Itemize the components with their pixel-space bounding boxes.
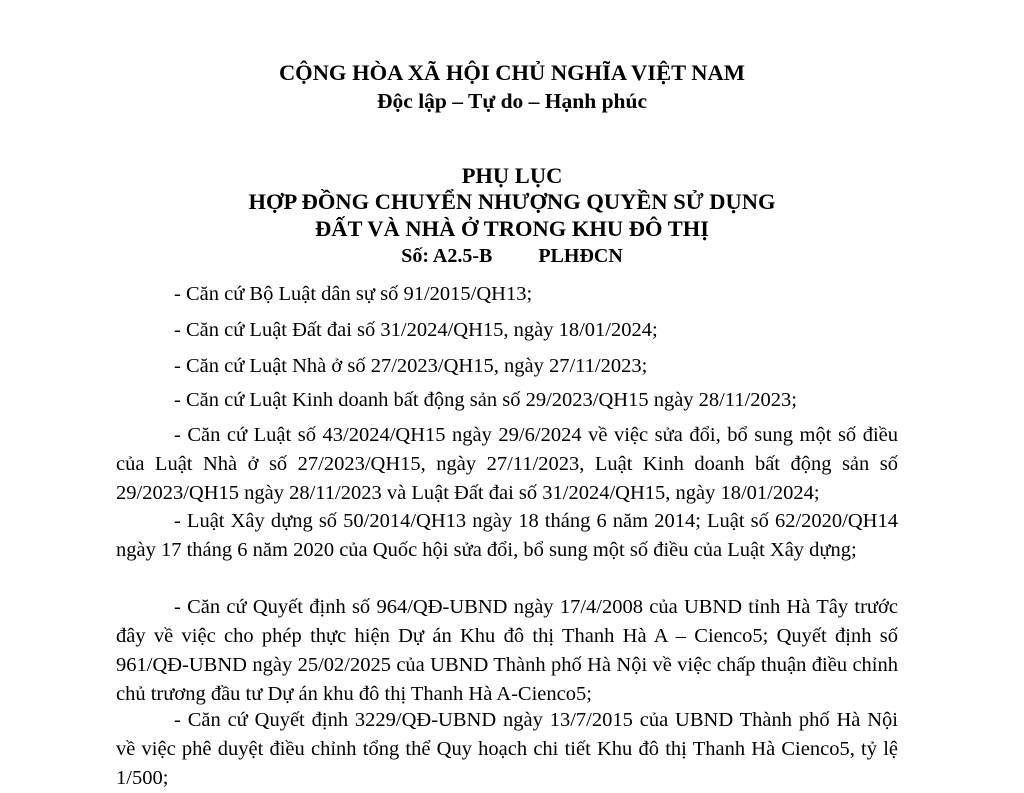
legal-basis-item: - Căn cứ Luật Kinh doanh bất động sản số 29/2023/QH15 ngày 28/11/2023; [174, 389, 797, 411]
legal-basis-item: - Căn cứ Luật Đất đai số 31/2024/QH15, ngày 18/01/2024; [174, 319, 658, 341]
contract-title-line-2: ĐẤT VÀ NHÀ Ở TRONG KHU ĐÔ THỊ [314, 216, 710, 241]
legal-basis-item: - Luật Xây dựng số 50/2014/QH13 ngày 18 tháng 6 năm 2014; Luật số 62/2020/QH14 ngày 17 tháng 6 năm 2020 của Quốc hội sửa đổi, bổ sung một số điều của Luật Xây dựng; [116, 510, 898, 561]
national-title: CỘNG HÒA XÃ HỘI CHỦ NGHĨA VIỆT NAM [278, 60, 746, 85]
legal-basis-item: - Căn cứ Bộ Luật dân sự số 91/2015/QH13; [174, 283, 533, 305]
legal-basis-item: - Căn cứ Quyết định số 964/QĐ-UBND ngày 17/4/2008 của UBND tỉnh Hà Tây trước đây về việc cho phép thực hiện Dự án Khu đô thị Thanh Hà A – Cienco5; Quyết định số 961/QĐ-UBND ngày 25/02/2025 của UBND Thành phố Hà Nội về việc chấp thuận điều chỉnh chủ trương đầu tư Dự án khu đô thị Thanh Hà A-Cienco5; [116, 596, 898, 705]
legal-basis-item: - Căn cứ Luật số 43/2024/QH15 ngày 29/6/2024 về việc sửa đổi, bổ sung một số điều của Luật Nhà ở số 27/2023/QH15, ngày 27/11/2023, Luật Kinh doanh bất động sản số 29/2023/QH15 ngày 28/11/2023 và Luật Đất đai số 31/2024/QH15, ngày 18/01/2024; [116, 424, 898, 504]
document-number [0, 243, 1024, 269]
document-number-prefix: Số: A2.5-B [401, 245, 493, 267]
appendix-title: PHỤ LỤC [461, 163, 563, 188]
redacted-area [492, 244, 538, 266]
document-number-suffix: PLHĐCN [538, 245, 623, 267]
legal-basis-item: - Căn cứ Quyết định 3229/QĐ-UBND ngày 13/7/2015 của UBND Thành phố Hà Nội về việc phê duyệt điều chỉnh tổng thể Quy hoạch chi tiết Khu đô thị Thanh Hà Cienco5, tỷ lệ 1/500; [116, 709, 898, 789]
contract-title-line-1: HỢP ĐỒNG CHUYỂN NHƯỢNG QUYỀN SỬ DỤNG [248, 189, 776, 214]
legal-basis-item: - Căn cứ Luật Nhà ở số 27/2023/QH15, ngày 27/11/2023; [174, 355, 648, 377]
national-motto: Độc lập – Tự do – Hạnh phúc [377, 89, 647, 113]
